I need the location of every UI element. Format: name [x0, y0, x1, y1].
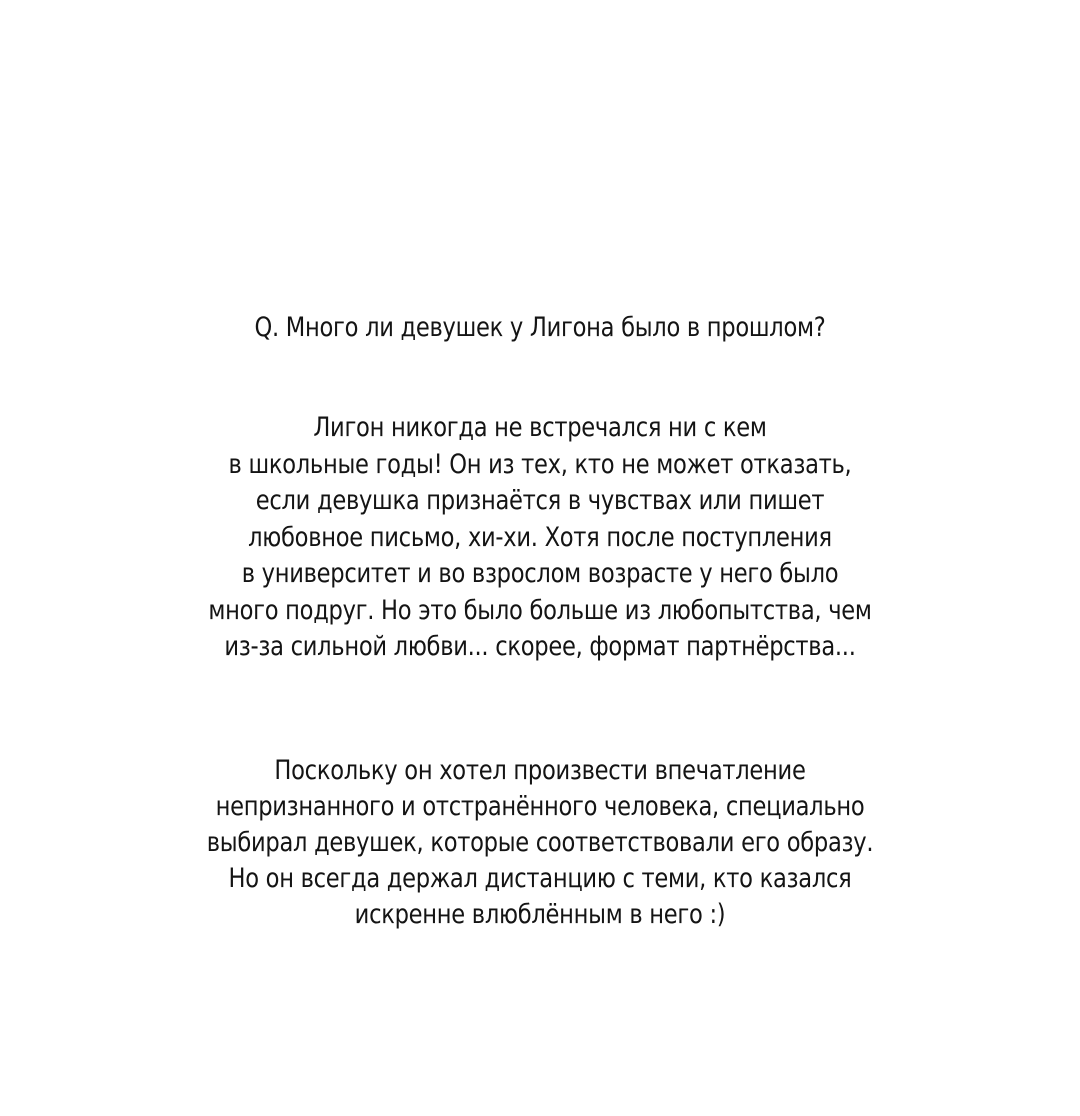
answer-line: в школьные годы! Он из тех, кто не может отказать, — [228, 448, 852, 480]
answer-line: любовное письмо, хи-хи. Хотя после поступления — [248, 521, 832, 553]
answer-line: искренне влюблённым в него :) — [354, 899, 726, 930]
answer-line: непризнанного и отстранённого человека, специально — [215, 791, 865, 822]
answer-line: Лигон никогда не встречался ни с кем — [313, 412, 767, 443]
answer-line: выбирал девушек, которые соответствовали его образу. — [206, 827, 874, 858]
answer-line: Поскольку он хотел произвести впечатление — [274, 755, 806, 786]
question-block — [0, 309, 1080, 347]
answer-line: из-за сильной любви... скорее, формат партнёрства... — [224, 631, 856, 662]
answer-line: много подруг. Но это было больше из любопытства, чем — [208, 594, 872, 626]
answer-line: Но он всегда держал дистанцию с теми, кто казался — [228, 863, 852, 894]
question-text: Q. Много ли девушек у Лигона было в прошлом? — [254, 312, 826, 343]
answer-line: если девушка признаётся в чувствах или пишет — [255, 485, 825, 516]
answer-paragraph-1 — [0, 410, 1080, 666]
answer-line: в университет и во взрослом возрасте у него было — [241, 558, 839, 589]
answer-paragraph-2 — [0, 753, 1080, 933]
